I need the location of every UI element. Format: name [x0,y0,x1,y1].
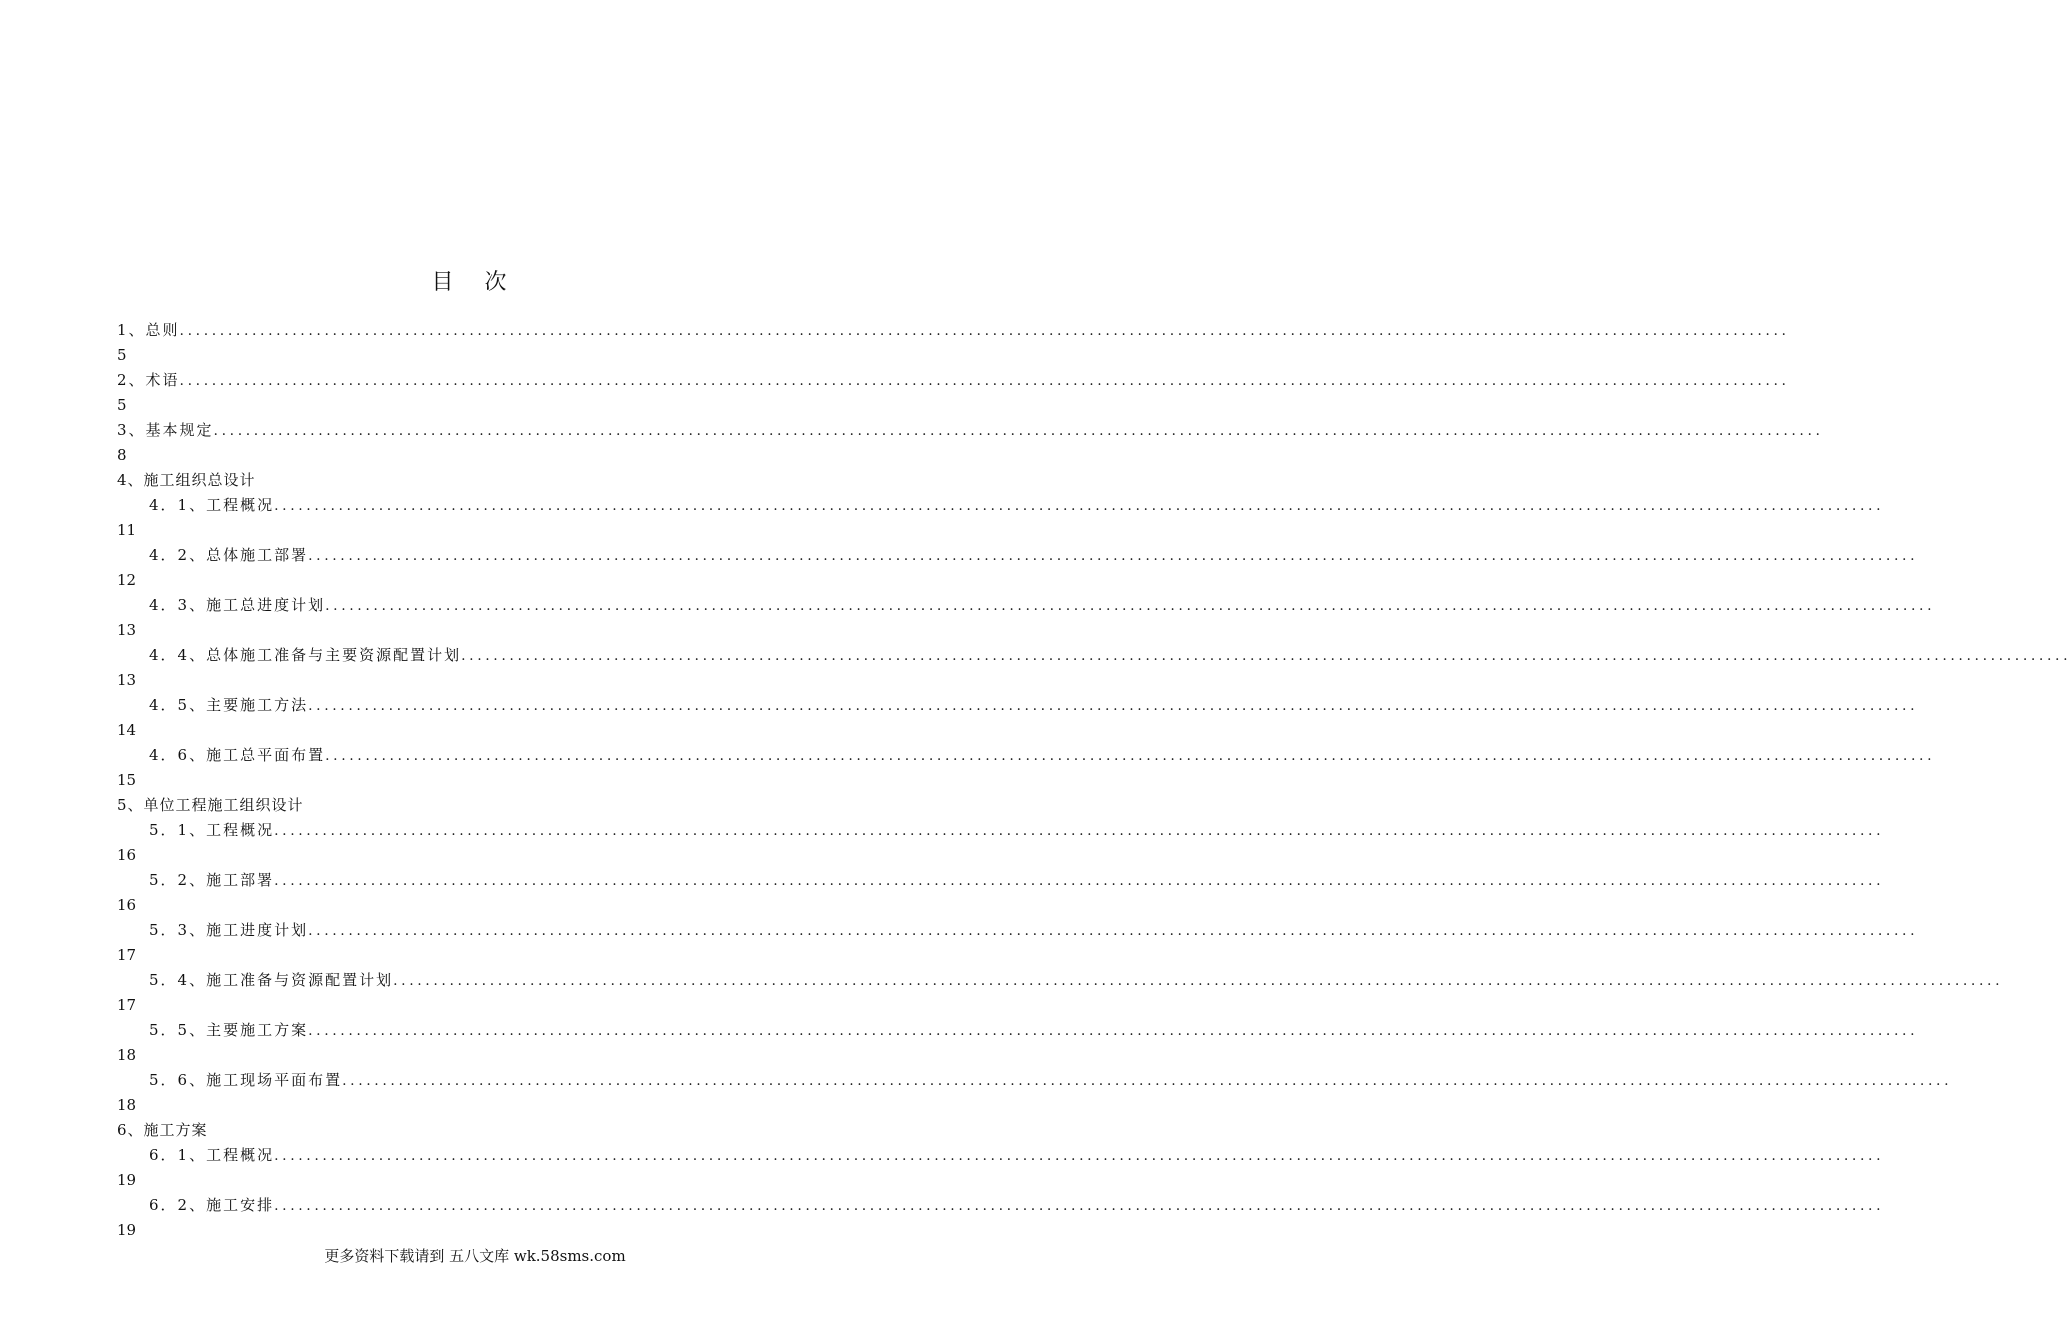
toc-entry-page-number: 13 [117,671,137,689]
dot-leader: ........................................................................................................................................................................................................ [393,973,2004,989]
toc-entry[interactable] [117,643,2071,693]
toc-entry-page-number: 18 [117,1096,137,1114]
dot-leader: ........................................................................................................................................................................................................ [179,373,1790,389]
toc-entry-page-number: 12 [117,571,137,589]
toc-entry-page-number: 17 [117,946,137,964]
toc-entry[interactable] [117,543,1919,593]
dot-leader: ........................................................................................................................................................................................................ [274,498,1885,514]
toc-entry-line [117,318,1790,343]
toc-entry[interactable] [117,318,1790,368]
dot-leader: ........................................................................................................................................................................................................ [274,1148,1885,1164]
toc-entry-title: 4．2、总体施工部署 [149,546,309,564]
toc-entry-title: 5．5、主要施工方案 [149,1021,309,1039]
toc-entry[interactable] [117,418,1824,468]
toc-entry[interactable] [117,743,1936,793]
toc-entry-line [117,1143,1885,1168]
toc-entry-page-number: 14 [117,721,137,739]
toc-entry-title: 1、总则 [117,321,180,339]
toc-entry-title: 5．1、工程概况 [149,821,275,839]
toc-entry-title: 6．2、施工安排 [149,1196,275,1214]
toc-entry-page-number: 8 [117,446,127,464]
toc-entry[interactable] [117,693,1919,743]
toc-entry-line [117,818,1885,843]
toc-entry-title: 3、基本规定 [117,421,214,439]
toc-entry-page-number: 5 [117,346,127,364]
toc-entry-line [117,743,1936,768]
toc-entry[interactable] [117,1068,1953,1118]
toc-entry-line [117,643,2071,668]
toc-entry-page-number: 17 [117,996,137,1014]
dot-leader: ........................................................................................................................................................................................................ [213,423,1824,439]
toc-entry-title: 4．1、工程概况 [149,496,275,514]
dot-leader: ........................................................................................................................................................................................................ [274,823,1885,839]
toc-entry-title: 5．6、施工现场平面布置 [149,1071,343,1089]
toc-entry[interactable] [117,368,1790,418]
toc-entry[interactable] [117,818,1885,868]
toc-entry-line [117,868,1885,893]
toc-entry[interactable] [117,968,2004,1018]
toc-entry-line [117,918,1919,943]
dot-leader: ........................................................................................................................................................................................................ [274,873,1885,889]
toc-entry[interactable] [117,493,1885,543]
toc-entry-page-number: 18 [117,1046,137,1064]
toc-entry-title: 6．1、工程概况 [149,1146,275,1164]
dot-leader: ........................................................................................................................................................................................................ [308,1023,1919,1039]
toc-entry-page-number: 5 [117,396,127,414]
toc-section-heading[interactable]: 4、施工组织总设计 [117,471,256,489]
toc-entry-title: 5．2、施工部署 [149,871,275,889]
dot-leader: ........................................................................................................................................................................................................ [308,548,1919,564]
toc-entry-page-number: 16 [117,896,137,914]
toc-entry-line [117,693,1919,718]
dot-leader: ........................................................................................................................................................................................................ [308,923,1919,939]
dot-leader: ........................................................................................................................................................................................................ [325,598,1936,614]
toc-entry-page-number: 16 [117,846,137,864]
toc-entry[interactable] [117,1143,1885,1193]
toc-entry-line [117,1018,1919,1043]
toc-entry-line [117,418,1824,443]
toc-section-heading[interactable]: 5、单位工程施工组织设计 [117,796,304,814]
dot-leader: ........................................................................................................................................................................................................ [308,698,1919,714]
toc-entry-title: 4．5、主要施工方法 [149,696,309,714]
table-of-contents [117,318,2071,1243]
toc-section-heading[interactable]: 6、施工方案 [117,1121,208,1139]
dot-leader: ........................................................................................................................................................................................................ [342,1073,1953,1089]
toc-entry[interactable] [117,1018,1919,1068]
toc-entry-line [117,543,1919,568]
toc-entry-title: 4．3、施工总进度计划 [149,596,326,614]
toc-entry[interactable] [117,593,1936,643]
toc-entry[interactable] [117,918,1919,968]
page-title: 目 次 [431,270,519,295]
toc-entry-line [117,968,2004,993]
toc-entry-title: 2、术语 [117,371,180,389]
dot-leader: ........................................................................................................................................................................................................ [274,1198,1885,1214]
footer-note: 更多资料下载请到 五八文库 wk.58sms.com [324,1247,626,1265]
toc-entry-line [117,593,1936,618]
toc-entry-title: 4．4、总体施工准备与主要资源配置计划 [149,646,462,664]
toc-entry-title: 5．4、施工准备与资源配置计划 [149,971,394,989]
toc-entry-page-number: 13 [117,621,137,639]
dot-leader: ........................................................................................................................................................................................................ [179,323,1790,339]
toc-entry-title: 4．6、施工总平面布置 [149,746,326,764]
toc-entry-page-number: 15 [117,771,137,789]
toc-entry-line [117,368,1790,393]
toc-entry-line [117,1193,1885,1218]
dot-leader: ........................................................................................................................................................................................................ [325,748,1936,764]
toc-entry[interactable] [117,868,1885,918]
toc-entry-line [117,493,1885,518]
toc-entry-page-number: 19 [117,1221,137,1239]
toc-entry-title: 5．3、施工进度计划 [149,921,309,939]
toc-entry[interactable] [117,1193,1885,1243]
toc-entry-page-number: 19 [117,1171,137,1189]
toc-entry-line [117,1068,1953,1093]
dot-leader: ........................................................................................................................................................................................................ [461,648,2071,664]
toc-entry-page-number: 11 [117,521,137,539]
